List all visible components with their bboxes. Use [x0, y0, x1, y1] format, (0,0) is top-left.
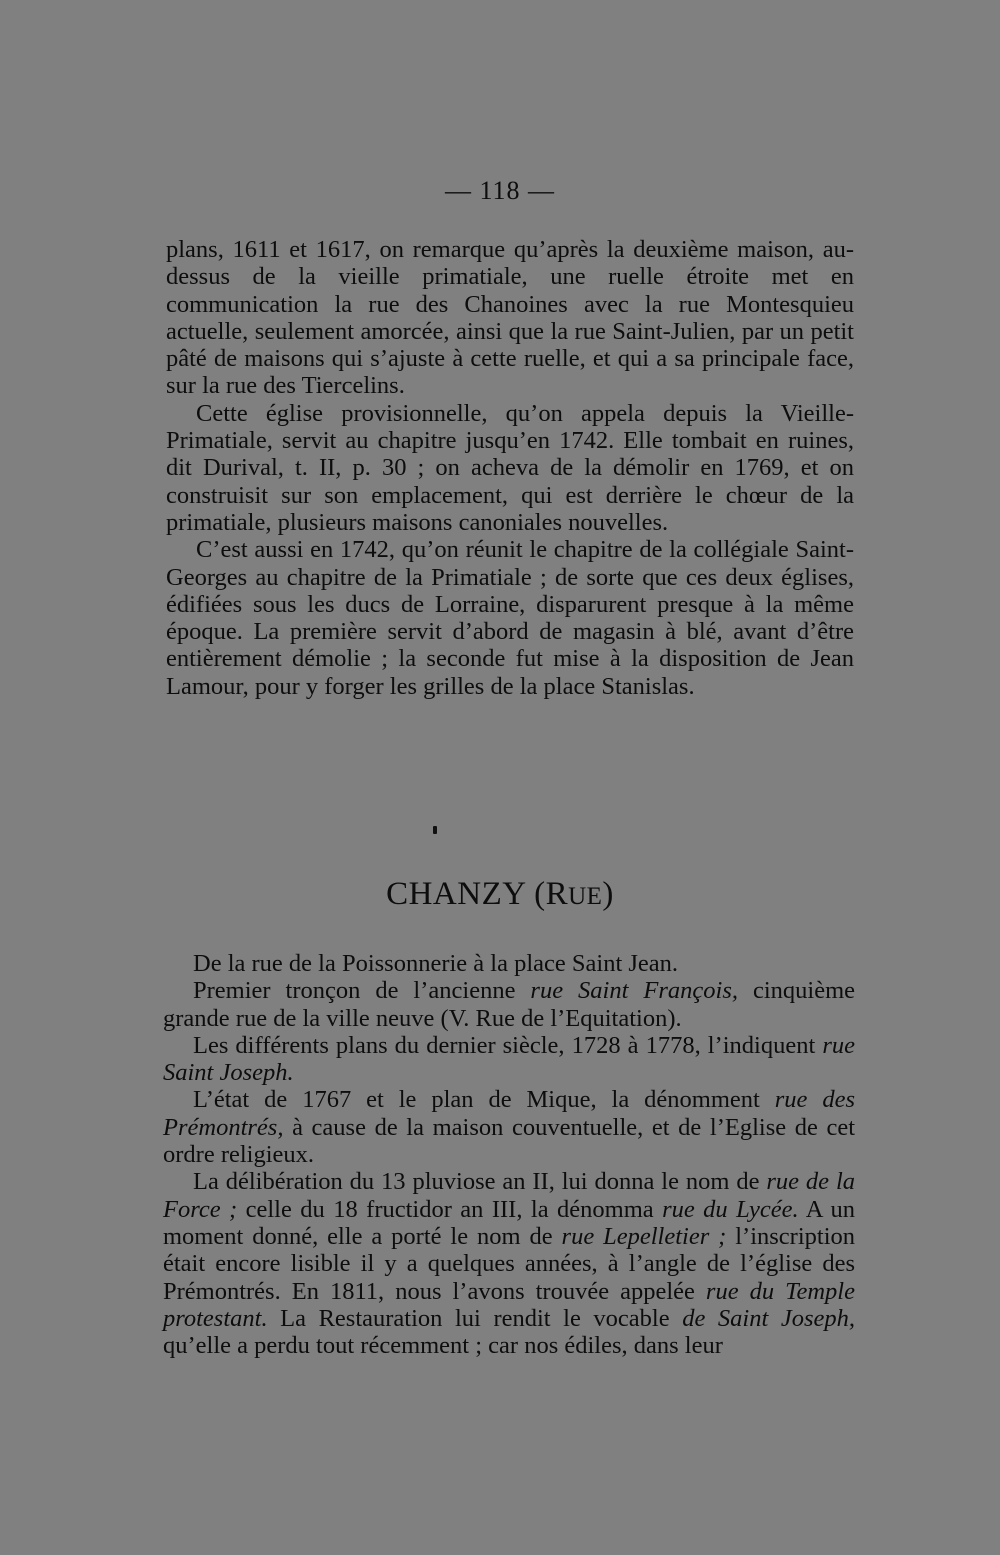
page-number: — 118 —	[444, 176, 556, 205]
text-run: La Restauration lui rendit le vocable	[267, 1304, 683, 1332]
text-run: L’état de 1767 et le plan de Mique, la dénomment	[193, 1086, 775, 1114]
text-run: La délibération du 13 pluviose an II, lui donna le nom de	[193, 1168, 767, 1196]
italic-street-name: rue du Lycée.	[662, 1195, 799, 1223]
italic-street-name: de Saint Joseph,	[682, 1304, 855, 1332]
italic-street-name: rue Lepelletier ;	[561, 1222, 727, 1250]
text-run: A un moment donné, elle a porté le nom de	[163, 1195, 855, 1250]
text-run: qu’elle a perdu tout récemment ; car nos édiles, dans leur	[163, 1332, 723, 1360]
paragraph-3: C’est aussi en 1742, qu’on réunit le chapitre de la collégiale Saint-Georges au chapitre de la Primatiale ; de sorte que ces deux églises, édifiées sous les ducs de Lorraine, disparurent presque à la même époque. La première servit d’abord de magasin à blé, avant d’être entièrement démolie ; la seconde fut mise à la disposition de Jean Lamour, pour y forger les grilles de la place Stanislas.	[166, 536, 854, 700]
text-block-chanzy	[163, 950, 855, 1359]
paragraph-history-3	[163, 1086, 855, 1168]
paragraph-1: plans, 1611 et 1617, on remarque qu’après la deuxième maison, au-dessus de la vieille primatiale, une ruelle étroite met en communication la rue des Chanoines avec la rue Montesquieu actuelle, seulement amorcée, ainsi que la rue Saint-Julien, par un petit pâté de maisons qui s’ajuste à cette ruelle, et qui a sa principale face, sur la rue des Tiercelins.	[166, 236, 854, 400]
italic-street-name: rue Saint Joseph.	[163, 1031, 855, 1087]
italic-street-name: rue des Prémontrés,	[163, 1086, 855, 1141]
text-run: à cause de la maison couventuelle, et de l’Eglise de cet ordre religieux.	[163, 1113, 855, 1169]
text-run: celle du 18 fructidor an III, la dénomma	[237, 1195, 663, 1223]
paragraph-2: Cette église provisionnelle, qu’on appela depuis la Vieille-Primatiale, servit au chapitre jusqu’en 1742. Elle tombait en ruines, dit Durival, t. II, p. 30 ; on acheva de la démolir en 1769, et on construisit sur son emplacement, qui est derrière le chœur de la primatiale, plusieurs maisons canoniales nouvelles.	[166, 399, 854, 536]
italic-street-name: rue de la Force ;	[163, 1168, 856, 1223]
text-run: Premier tronçon de l’ancienne	[193, 977, 531, 1005]
text-run: Les différents plans du dernier siècle, 1728 à 1778, l’indiquent	[193, 1031, 823, 1059]
text-run: l’inscription était encore lisible il y a quelques années, à l’angle de l’église des Prémontrés. En 1811, nous l’avons trouvée appelée	[163, 1222, 856, 1305]
text-block-continued	[166, 236, 854, 700]
section-heading	[0, 876, 1000, 913]
paragraph-history-1	[163, 977, 855, 1032]
paragraph-location: De la rue de la Poissonnerie à la place Saint Jean.	[193, 950, 679, 977]
section-heading-close: )	[602, 876, 614, 912]
text-run: cinquième grande rue de la ville neuve (V. Rue de l’Equitation).	[163, 977, 855, 1032]
section-heading-main: CHANZY (R	[386, 876, 569, 912]
ink-mark	[433, 826, 437, 834]
italic-street-name: rue du Temple protestant.	[163, 1277, 855, 1332]
section-heading-smallcaps: UE	[568, 883, 603, 910]
paragraph-history-4	[163, 1168, 855, 1359]
paragraph-history-2	[163, 1032, 855, 1087]
italic-street-name: rue Saint François,	[530, 977, 738, 1005]
